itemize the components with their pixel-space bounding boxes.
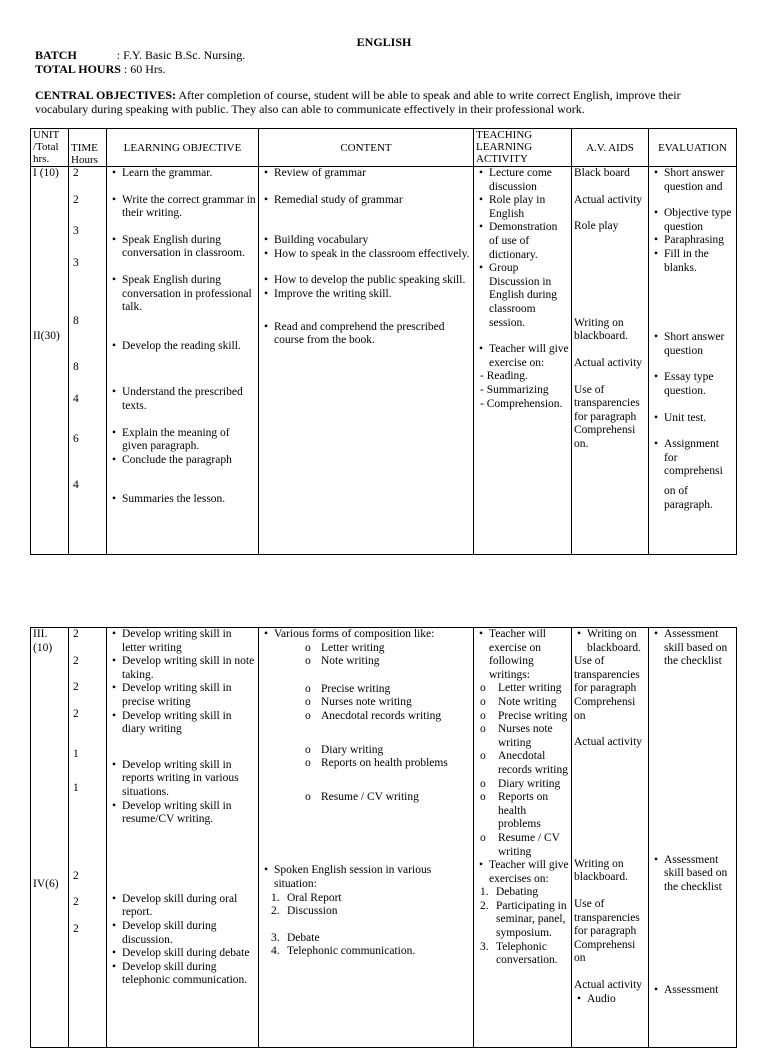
learning-objective-cell (107, 628, 259, 1048)
syllabus-table-2 (30, 627, 737, 1048)
header-learning-objective: LEARNING OBJECTIVE (107, 129, 259, 167)
time-value: 4 (73, 392, 79, 405)
list-item: 4. Telephonic communication. (271, 945, 416, 958)
header-evaluation: EVALUATION (649, 129, 737, 167)
list-item: • Short answer question and (651, 167, 734, 194)
list-item: • Group Discussion in English during classroom session. (476, 262, 569, 330)
time-value: 2 (73, 681, 79, 694)
list-item: • Lecture come discussion (476, 167, 569, 194)
table-row (31, 628, 737, 1048)
header-teaching: TEACHING LEARNING ACTIVITY (474, 129, 572, 167)
list-item: • Develop skill during discussion. (109, 920, 256, 947)
batch-line (35, 48, 245, 62)
list-item: • Develop skill during telephonic communication. (109, 961, 256, 988)
aid-item: Black board (574, 167, 630, 179)
time-value: 2 (73, 922, 79, 935)
table-row (31, 167, 737, 555)
aid-item: Writing on blackboard. (574, 857, 628, 884)
list-item: • Explain the meaning of given paragraph. (109, 427, 256, 454)
list-item: • Assessment skill based on the checklist (651, 628, 734, 669)
aid-item: Use of transparencies for paragraph Comprehensi on (574, 897, 640, 965)
list-item: • Develop writing skill in precise writing (109, 682, 256, 709)
list-item: 1. Oral Report (271, 891, 342, 904)
list-item: o Reports on health problems (476, 791, 569, 832)
time-value: 2 (73, 654, 79, 667)
list-item: o Precise writing (476, 710, 569, 724)
aid-item: Use of transparencies for paragraph Comprehensi on (574, 655, 640, 722)
time-value: 2 (73, 193, 79, 206)
content-cell (259, 167, 474, 555)
document-title: ENGLISH (356, 35, 412, 49)
list-item: • Develop writing skill in note taking. (109, 655, 256, 682)
list-item: • Demonstration of use of dictionary. (476, 221, 569, 262)
list-item: • Assessment (651, 984, 734, 998)
list-item: 1. Debating (480, 886, 539, 899)
hours-value: : 60 Hrs. (123, 62, 166, 76)
list-item: • Role play in English (476, 194, 569, 221)
list-item: o Resume / CV writing (476, 832, 569, 859)
list-item: o Anecdotal records writing (476, 750, 569, 777)
time-value: 2 (73, 707, 79, 720)
syllabus-table-1 (30, 128, 737, 555)
list-item: - Reading. (480, 370, 528, 383)
aid-item: Actual activity (574, 356, 643, 369)
list-item: • Audio (574, 993, 646, 1007)
list-item: • How to develop the public speaking skill. (261, 274, 471, 288)
list-item: • Develop writing skill in letter writing (109, 628, 256, 655)
list-item: • Speak English during conversation in classroom. (109, 234, 256, 261)
batch-value: : F.Y. Basic B.Sc. Nursing. (116, 48, 246, 62)
teaching-activity-cell (474, 167, 572, 555)
header-content: CONTENT (259, 129, 474, 167)
time-value: 3 (73, 225, 79, 238)
list-item: o Diary writing (261, 744, 471, 758)
objectives-text: After completion of course, student will be able to speak and able to write correct English, improve their vocabulary during speaking with public. They also can able to communicate effectively in their professional work. (35, 88, 681, 116)
time-value: 2 (73, 869, 79, 882)
table-header-row (31, 129, 737, 167)
hours-line (35, 62, 166, 76)
aid-item: Writing on blackboard. (574, 316, 628, 343)
av-aids-cell (572, 628, 649, 1048)
time-value: 1 (73, 781, 79, 794)
list-item: • Conclude the paragraph (109, 454, 256, 468)
time-value: 1 (73, 748, 79, 761)
list-item: o Nurses note writing (476, 723, 569, 750)
list-item: - Comprehension. (480, 397, 563, 410)
list-item: • Write the correct grammar in their writing. (109, 194, 256, 221)
list-item: • Teacher will give exercises on: (476, 859, 569, 886)
time-value: 8 (73, 315, 79, 328)
list-item: o Anecdotal records writing (261, 710, 471, 724)
hours-label: TOTAL HOURS (35, 62, 121, 76)
list-item: 2. Participating in seminar, panel, symposium. (480, 899, 567, 940)
list-item: o Precise writing (261, 683, 471, 697)
aid-item: Use of transparencies for paragraph Comprehensi on. (574, 383, 640, 450)
header-time: TIME Hours (69, 129, 107, 167)
list-item: • Learn the grammar. (109, 167, 256, 181)
learning-objective-cell (107, 167, 259, 555)
list-item: • Spoken English session in various situation: (261, 864, 471, 891)
list-item: • Unit test. (651, 412, 734, 426)
central-objectives (35, 89, 735, 116)
unit-label: II(30) (33, 329, 60, 342)
list-item: on of paragraph. (664, 484, 713, 511)
list-item: • Various forms of composition like: (261, 628, 471, 642)
time-value: 2 (73, 167, 79, 179)
list-item: • Writing on blackboard. (574, 628, 646, 655)
aid-item: Actual activity (574, 193, 643, 206)
list-item: o Nurses note writing (261, 696, 471, 710)
header-av-aids: A.V. AIDS (572, 129, 649, 167)
evaluation-cell (649, 167, 737, 555)
list-item: • How to speak in the classroom effectively. (261, 248, 471, 262)
unit-label: I (10) (33, 167, 59, 179)
objectives-label: CENTRAL OBJECTIVES: (35, 88, 177, 102)
time-value: 8 (73, 360, 79, 373)
list-item: • Speak English during conversation in professional talk. (109, 274, 256, 315)
list-item: • Improve the writing skill. (261, 288, 471, 302)
list-item: o Diary writing (476, 778, 569, 792)
list-item: o Letter writing (476, 682, 569, 696)
list-item: - Summarizing (480, 383, 549, 396)
time-cell (69, 167, 107, 555)
list-item: • Paraphrasing (651, 234, 734, 248)
list-item: o Resume / CV writing (261, 791, 471, 805)
unit-cell (31, 167, 69, 555)
time-value: 2 (73, 896, 79, 909)
list-item: • Read and comprehend the prescribed course from the book. (261, 321, 471, 348)
list-item: • Develop writing skill in diary writing (109, 710, 256, 737)
list-item: • Essay type question. (651, 371, 734, 398)
list-item: • Remedial study of grammar (261, 194, 471, 208)
av-aids-cell (572, 167, 649, 555)
list-item: 3. Debate (271, 931, 320, 944)
list-item: o Note writing (476, 696, 569, 710)
teaching-activity-cell (474, 628, 572, 1048)
list-item: • Develop writing skill in reports writing in various situations. (109, 759, 256, 800)
list-item: • Summaries the lesson. (109, 493, 256, 507)
list-item: • Short answer question (651, 331, 734, 358)
unit-cell (31, 628, 69, 1048)
list-item: • Review of grammar (261, 167, 471, 181)
time-value: 4 (73, 478, 79, 491)
list-item: • Develop skill during debate (109, 947, 256, 961)
time-value: 6 (73, 433, 79, 446)
aid-item: Role play (574, 220, 619, 233)
list-item: • Assignment for comprehensi (651, 438, 734, 479)
list-item: • Fill in the blanks. (651, 248, 734, 275)
evaluation-cell (649, 628, 737, 1048)
list-item: • Develop the reading skill. (109, 340, 256, 354)
list-item: • Develop writing skill in resume/CV writing. (109, 800, 256, 827)
content-cell (259, 628, 474, 1048)
list-item: o Note writing (261, 655, 471, 669)
time-value: 3 (73, 256, 79, 269)
time-value: 2 (73, 628, 79, 640)
list-item: • Objective type question (651, 207, 734, 234)
time-cell (69, 628, 107, 1048)
list-item: 3. Telephonic conversation. (480, 940, 558, 967)
unit-label: III. (10) (33, 628, 53, 654)
list-item: • Assessment skill based on the checklist (651, 854, 734, 895)
list-item: o Letter writing (261, 642, 471, 656)
list-item: • Develop skill during oral report. (109, 893, 256, 920)
batch-label: BATCH (35, 48, 77, 62)
aid-item: Actual activity (574, 736, 643, 749)
aid-item: Actual activity (574, 978, 643, 991)
list-item: • Teacher will give exercise on: (476, 343, 569, 370)
list-item: • Understand the prescribed texts. (109, 386, 256, 413)
list-item: o Reports on health problems (261, 757, 471, 771)
unit-label: IV(6) (33, 878, 59, 891)
list-item: • Building vocabulary (261, 234, 471, 248)
list-item: 2. Discussion (271, 905, 338, 918)
list-item: • Teacher will exercise on following writings: (476, 628, 569, 682)
header-unit: UNIT /Total hrs. (31, 129, 69, 167)
